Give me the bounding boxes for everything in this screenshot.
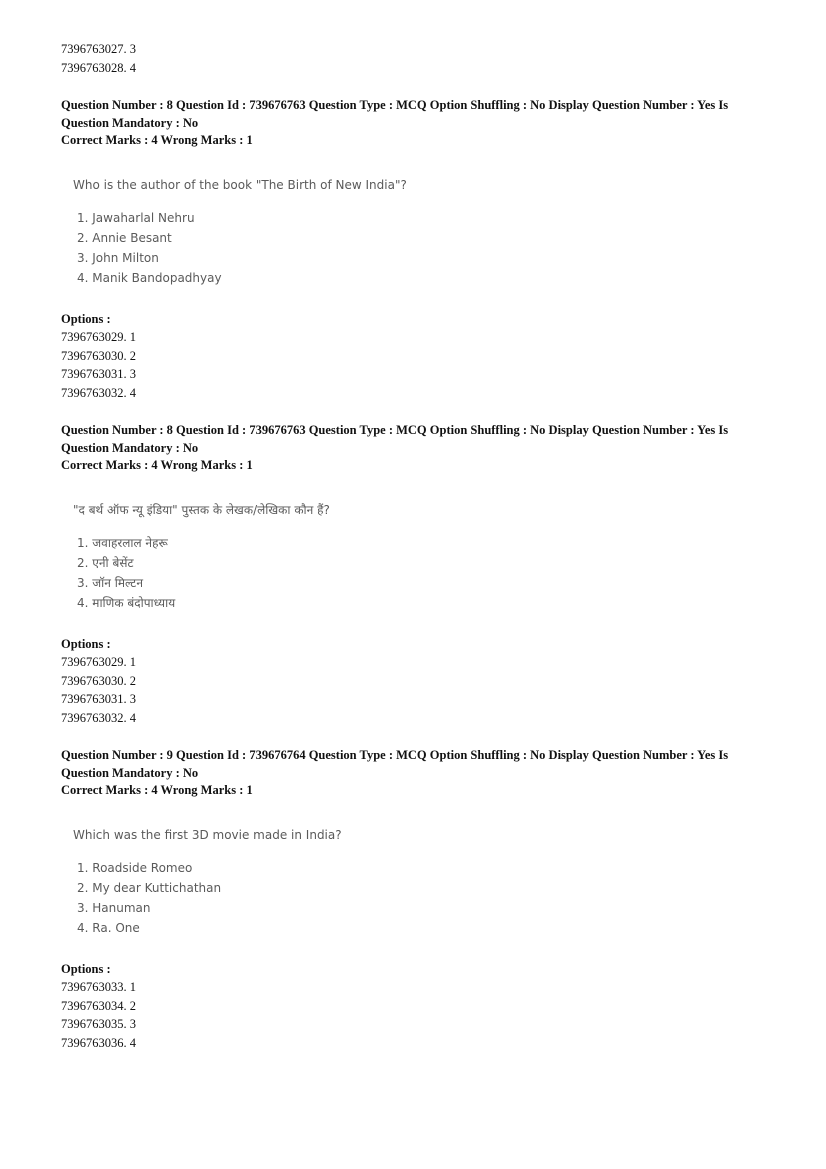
option-row: 7396763028. 4 — [61, 60, 136, 75]
option-row: 7396763031. 3 — [61, 692, 136, 706]
question-marks: Correct Marks : 4 Wrong Marks : 1 — [61, 458, 253, 472]
question-meta: Question Number : 8 Question Id : 739676763 Question Type : MCQ Option Shuffling : No Display Question Number : Yes Is Question Mandatory : No — [61, 98, 729, 130]
choice-item: 2. My dear Kuttichathan — [77, 880, 222, 895]
question-meta: Question Number : 9 Question Id : 739676764 Question Type : MCQ Option Shuffling : No Display Question Number : Yes Is Question Mandatory : No — [61, 748, 729, 780]
option-row: 7396763032. 4 — [61, 710, 136, 725]
choice-item: 1. Roadside Romeo — [77, 860, 193, 875]
option-row: 7396763030. 2 — [61, 673, 136, 688]
question-image — [73, 826, 781, 938]
question-marks: Correct Marks : 4 Wrong Marks : 1 — [61, 133, 253, 147]
option-row: 7396763036. 4 — [61, 1035, 136, 1050]
question-block — [61, 97, 781, 402]
options-label: Options : — [61, 311, 111, 326]
choice-item: 2. Annie Besant — [77, 230, 172, 245]
option-row: 7396763029. 1 — [61, 330, 136, 344]
question-text: "द बर्थ ऑफ न्यू इंडिया" पुस्तक के लेखक/लेखिका कौन हैं? — [73, 502, 330, 517]
option-row: 7396763027. 3 — [61, 42, 136, 56]
choice-item: 4. Manik Bandopadhyay — [77, 270, 222, 285]
choice-item: 2. एनी बेसेंट — [77, 555, 134, 570]
choice-item: 4. माणिक बंदोपाध्याय — [77, 595, 176, 610]
option-row: 7396763033. 1 — [61, 980, 136, 994]
question-text: Which was the first 3D movie made in India? — [73, 827, 342, 842]
options-label: Options : — [61, 961, 111, 976]
question-block — [61, 747, 781, 1052]
option-row: 7396763035. 3 — [61, 1017, 136, 1031]
question-meta: Question Number : 8 Question Id : 739676763 Question Type : MCQ Option Shuffling : No Display Question Number : Yes Is Question Mandatory : No — [61, 423, 729, 455]
question-marks: Correct Marks : 4 Wrong Marks : 1 — [61, 783, 253, 797]
choice-item: 3. John Milton — [77, 250, 159, 265]
question-text: Who is the author of the book "The Birth of New India"? — [73, 177, 407, 192]
choice-item: 1. Jawaharlal Nehru — [77, 210, 195, 225]
option-row: 7396763031. 3 — [61, 367, 136, 381]
question-image — [73, 176, 781, 288]
option-row: 7396763030. 2 — [61, 348, 136, 363]
choice-item: 4. Ra. One — [77, 920, 140, 935]
choice-item: 3. Hanuman — [77, 900, 151, 915]
option-row: 7396763032. 4 — [61, 385, 136, 400]
options-label: Options : — [61, 636, 111, 651]
question-image — [73, 501, 781, 613]
choice-item: 1. जवाहरलाल नेहरू — [77, 535, 168, 550]
option-row: 7396763029. 1 — [61, 655, 136, 669]
question-block — [61, 422, 781, 727]
choice-item: 3. जॉन मिल्टन — [77, 575, 143, 590]
option-row: 7396763034. 2 — [61, 998, 136, 1013]
document-page — [61, 40, 781, 1052]
previous-options-list — [61, 40, 781, 77]
